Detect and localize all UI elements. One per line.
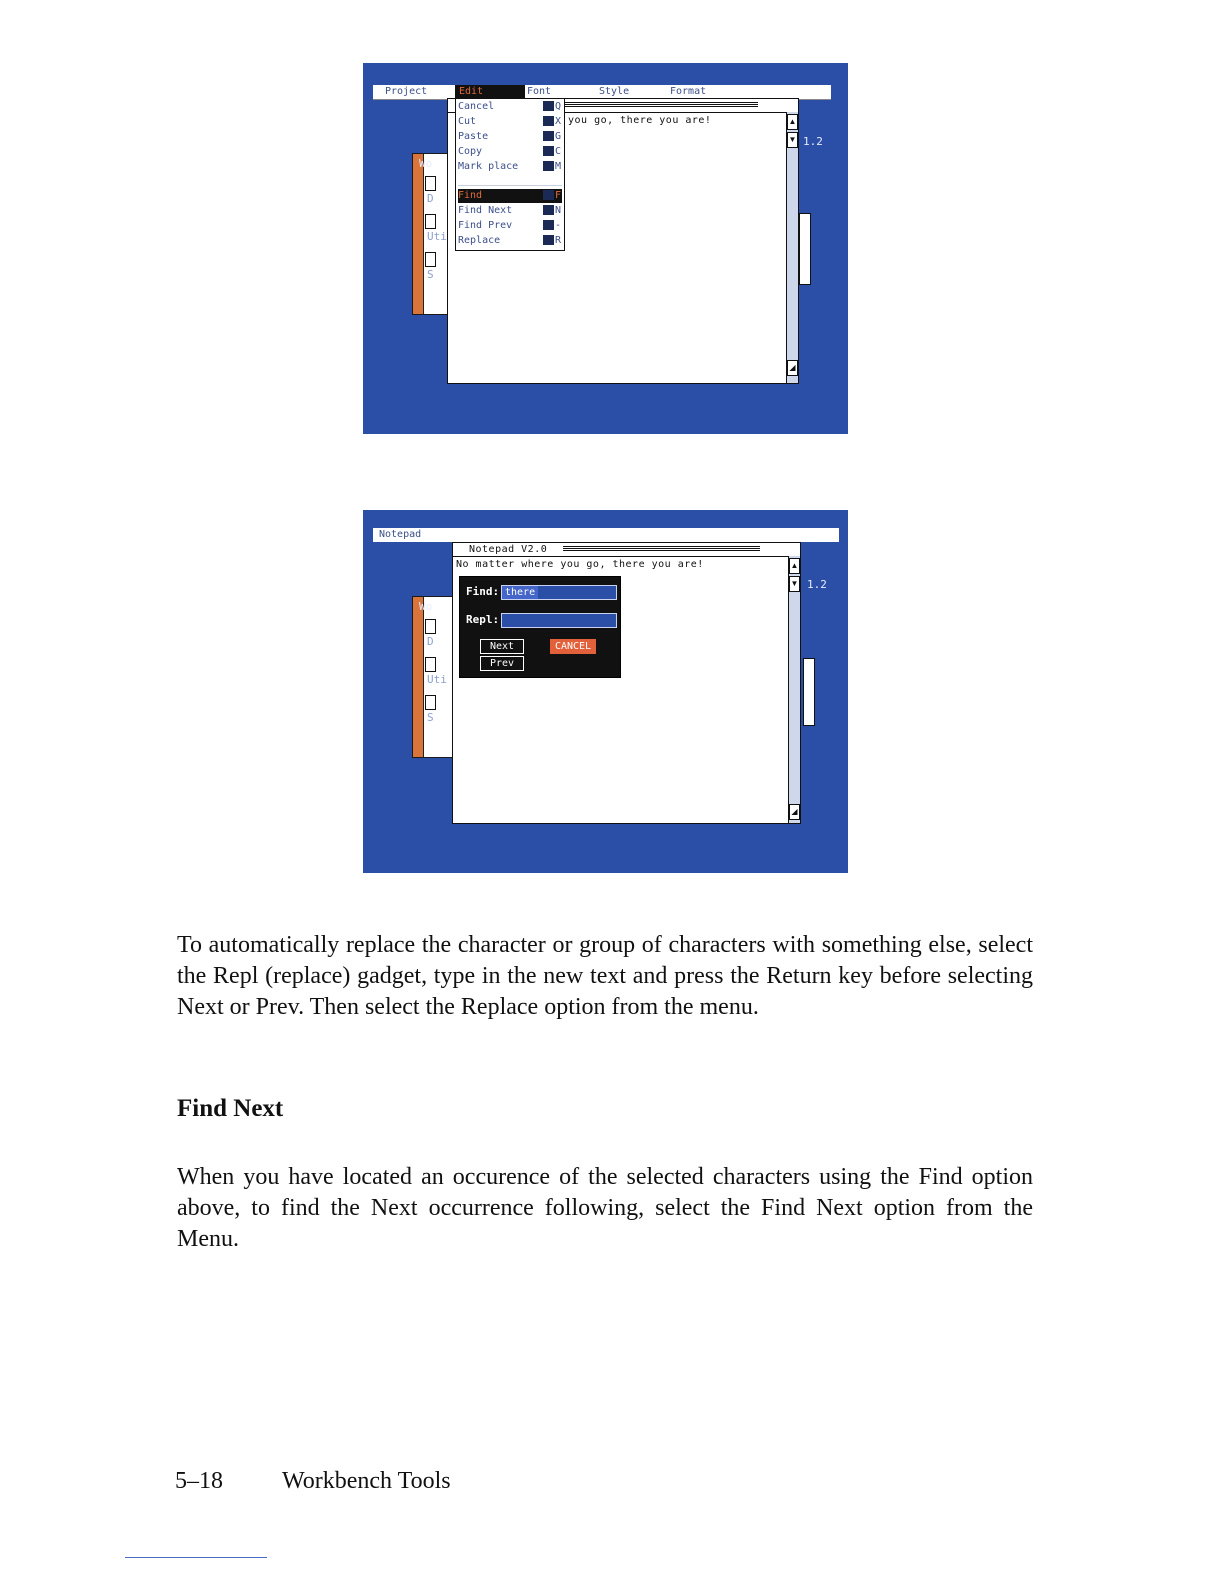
next-button[interactable]: Next <box>480 639 524 654</box>
screenshot-find-dialog <box>363 510 848 873</box>
scroll-up-icon[interactable]: ▲ <box>789 558 800 574</box>
menu-font[interactable]: Font <box>527 86 552 97</box>
menu-separator <box>458 185 562 186</box>
workbench-title-label: Wo <box>419 600 433 613</box>
workbench-label: Uti <box>427 673 447 686</box>
menu-item-find-prev[interactable]: Find Prev - <box>458 220 561 231</box>
workbench-title-label: Wo <box>419 157 433 170</box>
resize-icon[interactable]: ◢ <box>789 804 800 820</box>
prev-button[interactable]: Prev <box>480 656 524 671</box>
right-gadget-column[interactable] <box>799 213 811 285</box>
paragraph-replace: To automatically replace the character or group of characters with something else, select the Repl (replace) gadget, type in the new text and press the Return key before selecting Next or Prev. Then select the Replace option from the menu. <box>177 932 1033 1020</box>
drawer-icon[interactable] <box>425 695 436 710</box>
footer-rule <box>125 1557 267 1558</box>
vertical-scrollbar[interactable] <box>786 112 798 383</box>
section-heading: Find Next <box>177 1095 284 1122</box>
menu-item-replace[interactable]: Replace R <box>458 235 561 246</box>
workbench-window <box>412 596 454 758</box>
find-label: Find: <box>466 585 500 598</box>
footer-section-title: Workbench Tools <box>282 1468 451 1494</box>
menu-edit[interactable]: Edit <box>455 85 525 99</box>
cancel-button[interactable]: CANCEL <box>550 639 596 654</box>
drawer-icon[interactable] <box>425 252 436 267</box>
menu-item-find[interactable]: Find F <box>458 190 561 201</box>
repl-input[interactable] <box>501 613 617 628</box>
drawer-icon[interactable] <box>425 619 436 634</box>
drawer-icon[interactable] <box>425 176 436 191</box>
notepad-title-bar[interactable] <box>453 543 800 557</box>
find-dialog <box>459 576 621 678</box>
edit-menu-dropdown <box>455 98 565 251</box>
notepad-text-line: No matter where you go, there you are! <box>456 559 704 570</box>
resize-icon[interactable]: ◢ <box>787 360 798 376</box>
workbench-label: Uti <box>427 230 447 243</box>
screenshot-edit-menu <box>363 63 848 434</box>
page-number: 5–18 <box>175 1468 223 1494</box>
notepad-title: Notepad V2.0 <box>469 544 548 555</box>
workbench-scrollbar[interactable] <box>413 154 424 314</box>
drawer-icon[interactable] <box>425 214 436 229</box>
menu-item-find-next[interactable]: Find Next N <box>458 205 561 216</box>
repl-label: Repl: <box>466 613 500 626</box>
menu-style[interactable]: Style <box>599 86 630 97</box>
find-input[interactable] <box>501 585 617 600</box>
screen-title-bar <box>373 528 839 542</box>
menu-project[interactable]: Project <box>385 86 428 97</box>
scroll-down-icon[interactable]: ▼ <box>789 576 800 592</box>
menu-item-mark-place[interactable]: Mark place M <box>458 161 561 172</box>
paragraph-find-next: When you have located an occurence of the selected characters using the Find option above, to find the Next occurrence following, select the Find Next option from the Menu. <box>177 1164 1033 1252</box>
workbench-label: S <box>427 711 434 724</box>
menu-item-copy[interactable]: Copy C <box>458 146 561 157</box>
screen-title: Notepad <box>379 529 422 540</box>
drawer-icon[interactable] <box>425 657 436 672</box>
menu-format[interactable]: Format <box>670 86 707 97</box>
version-label: 1.2 <box>807 578 827 591</box>
vertical-scrollbar[interactable] <box>788 556 800 823</box>
right-gadget-column[interactable] <box>803 658 815 726</box>
scroll-up-icon[interactable]: ▲ <box>787 114 798 130</box>
find-value: there <box>502 586 538 599</box>
notepad-text-line: you go, there you are! <box>568 115 712 126</box>
menu-item-paste[interactable]: Paste G <box>458 131 561 142</box>
workbench-label: S <box>427 268 434 281</box>
menu-item-cut[interactable]: Cut X <box>458 116 561 127</box>
workbench-label: D <box>427 635 434 648</box>
menu-item-cancel[interactable]: Cancel Q <box>458 101 561 112</box>
version-label: 1.2 <box>803 135 823 148</box>
workbench-label: D <box>427 192 434 205</box>
workbench-scrollbar[interactable] <box>413 597 424 757</box>
scroll-down-icon[interactable]: ▼ <box>787 132 798 148</box>
